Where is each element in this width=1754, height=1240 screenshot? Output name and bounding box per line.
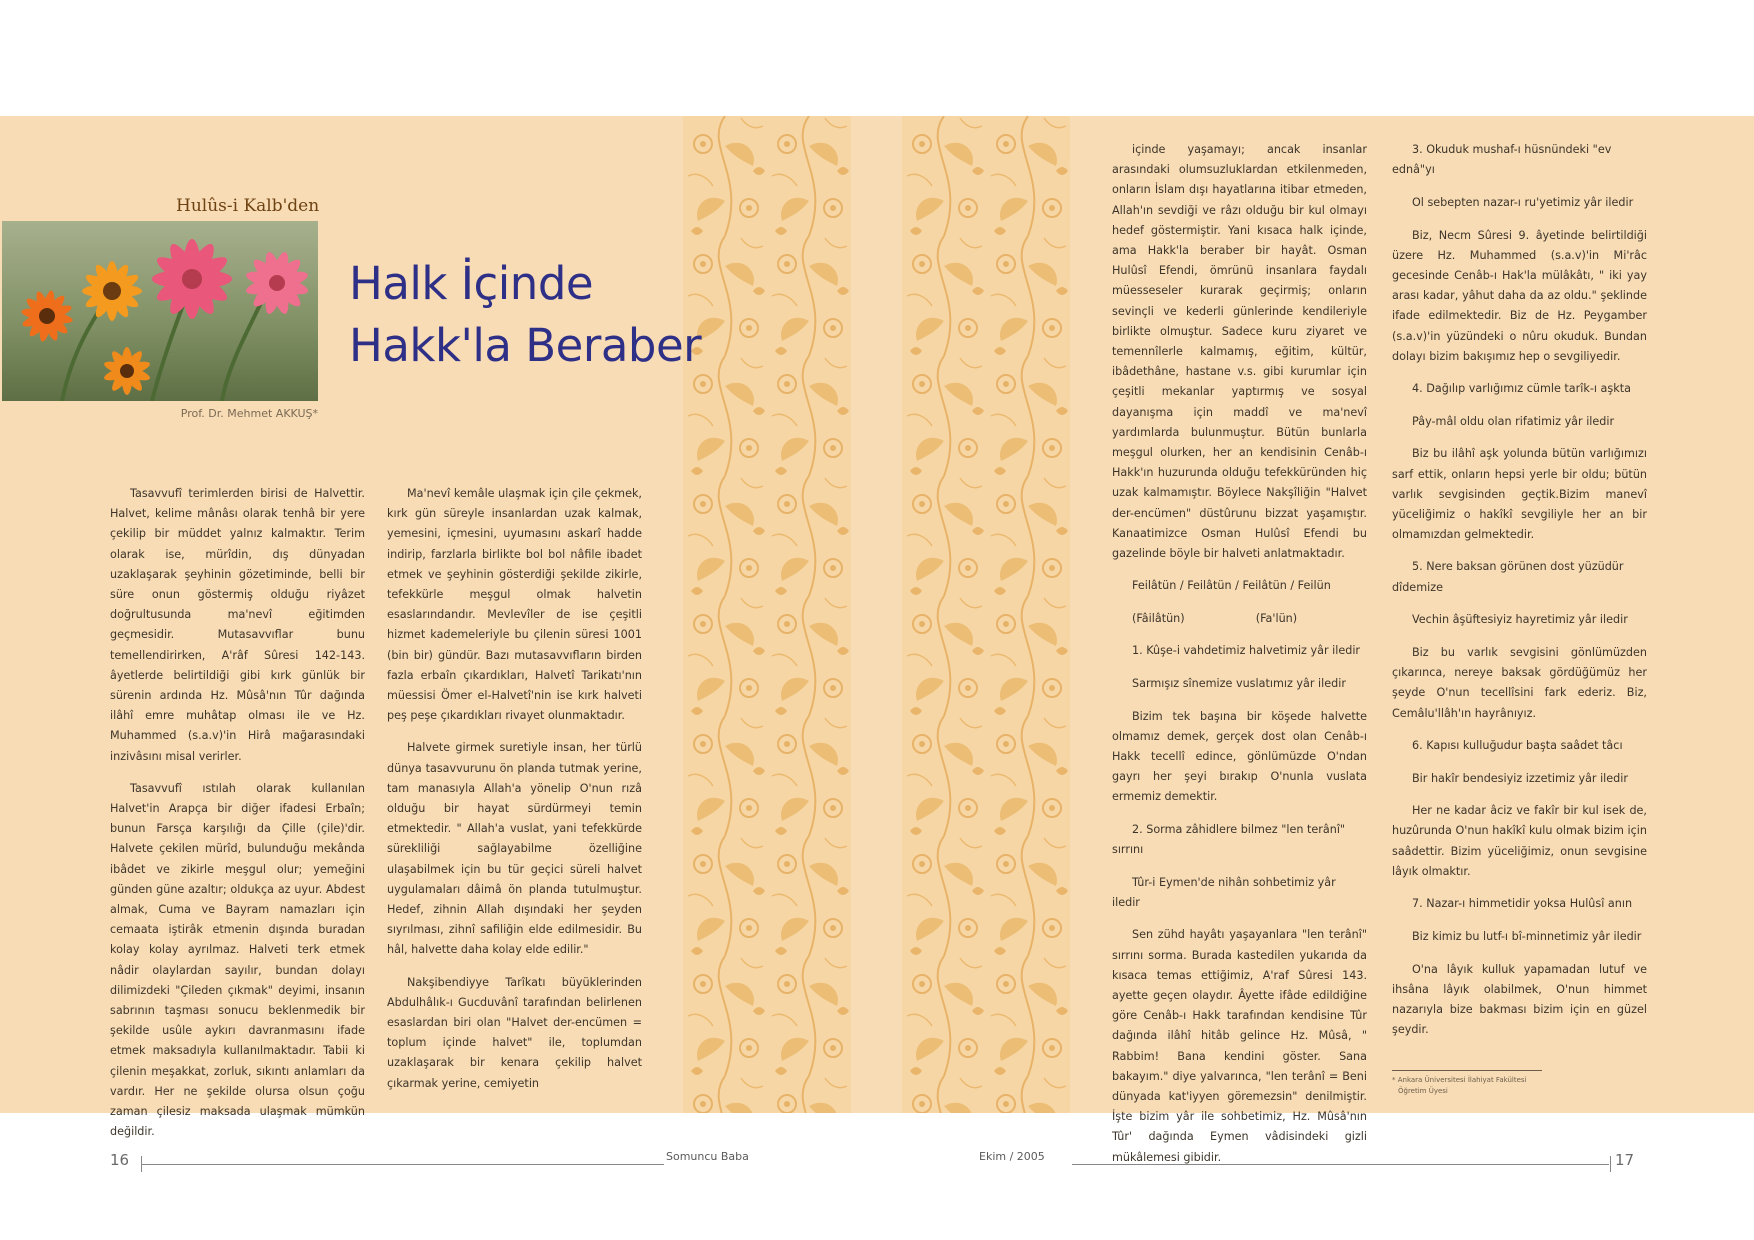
paragraph: Ma'nevî kemâle ulaşmak için çile çekmek, kırk gün süreyle insanlardan uzak kalmak, yemesini, içmesini, uyumasını askarî hadde indirip, farzlarla birlikte bol bol nâfile ibadet etmek ve şeyhinin gösterdiği şekilde zikirle, tefekkürle meşgul olmak halvetin esaslarındandır. Mevlevîler de ise çeşitli hizmet kademeleriyle bu çilenin süresi 1001 (bin bir) gündür. Bazı mutasavvıfların birden fazla erbaîn çıkardıkları, Halvetî Tarikatı'nın müessisi Ömer el-Halvetî'nin ise kırk halveti peş peşe çıkardıkları rivayet olunmaktadır.: [387, 487, 642, 723]
verse-line: Sarmışız sînemize vuslatımız yâr iledir: [1132, 676, 1346, 690]
footer-tick-right: [1610, 1156, 1611, 1172]
verse-line: 7. Nazar-ı himmetidir yoksa Hulûsî anın: [1412, 897, 1633, 911]
paragraph: Bizim tek başına bir köşede halvette olmamız demek, gerçek dost olan Cenâb-ı Hakk tecellî edince, gönlümüzde O'ndan gayrı her şeyi bırakıp O'nunla vuslata ermemiz demektir.: [1112, 709, 1367, 804]
verse-line: Biz kimiz bu lutf-ı bî-minnetimiz yâr iledir: [1412, 929, 1642, 943]
paragraph: Nakşibendiyye Tarîkatı büyüklerinden Abdulhâlık-ı Gucduvânî tarafından belirlenen esaslardan biri olan "Halvet der-encümen = toplum içinde halvet" ile, toplumdan uzaklaşarak bir kenara çekilip halvet çıkarmak yerine, cemiyetin: [387, 975, 642, 1090]
floral-ornament-left: [683, 116, 851, 1113]
verse-line: Tûr-i Eymen'de nihân sohbetimiz yâr iledir: [1112, 875, 1336, 909]
ornament-panel-left: [683, 116, 851, 1113]
article-title: [349, 253, 701, 377]
verse-line: Pây-mâl oldu olan rifatimiz yâr iledir: [1412, 414, 1615, 428]
title-line-2: Hakk'la Beraber: [349, 319, 702, 372]
verse-line: 1. Kûşe-i vahdetimiz halvetimiz yâr iledir: [1132, 644, 1361, 658]
meter-line: (Fâilâtün) (Fa'lün): [1132, 611, 1298, 625]
flower-photo: [2, 221, 318, 401]
paragraph: Biz bu ilâhî aşk yolunda bütün varlığımızı sarf ettik, onların hepsi yerle bir oldu; bütün varlık sevgisinden geçtik.Bizim manevî yüceliğimiz o hakîkî sevgiliyle her an bir olmamızdan gelmektedir.: [1392, 447, 1647, 542]
section-title: Hulûs-i Kalb'den: [176, 196, 320, 216]
verse-line: 4. Dağılıp varlığımız cümle tarîk-ı aşkta: [1412, 382, 1631, 396]
verse-line: 6. Kapısı kulluğudur başta saâdet tâcı: [1412, 738, 1623, 752]
verse-line: 3. Okuduk mushaf-ı hüsnündeki "ev ednâ"yı: [1392, 143, 1612, 177]
paragraph: Sen zühd hayâtı yaşayanlara "len terânî" sırrını sorma. Burada kastedilen yukarıda da kısaca temas ettiğimiz, A'raf Sûresi 143. ayette geçen olaydır. Âyette ifâde edildiğine göre Cenâb-ı Hakk tarafından kendisine Tûr dağında ilâhî hitâb gelince Hz. Mûsâ, " Rabbim! Bana kendini göster. Sana bakayım." diye yalvarınca, "len terânî = Beni dünyada kat'iyyen göremezsin" denilmiştir. İşte bizim yâr ile sohbetimiz, Hz. Mûsâ'nın Tûr' dağında Eymen vâdisindeki gizli mükâlemesi gibidir.: [1112, 928, 1367, 1164]
paragraph: Biz, Necm Sûresi 9. âyetinde belirtildiği üzere Hz. Muhammed (s.a.v)'in Mi'râc gecesinde Cenâb-ı Hak'la mülâkâtı, " iki yay arası kadar, yâhut daha da az oldu." şeklinde ifade edilmektedir. Biz de Hz. Peygamber (s.a.v)'in yüzündeki o nûru okuduk. Bundan dolayı bizim bakışımız hep o sevgiliyedir.: [1392, 228, 1647, 363]
magazine-name: Somuncu Baba: [666, 1150, 749, 1163]
page-number-right: 17: [1615, 1151, 1635, 1169]
footer-rule-right: [1072, 1164, 1609, 1165]
paragraph: Tasavvufî ıstılah olarak kullanılan Halvet'in Arapça bir diğer ifadesi Erbaîn; bunun Farsça karşılığı da Çille (çile)'dir. Halvete çekilen mürîd, bulunduğu mekânda ibâdet ve zikirle meşgul olur; yemeğini günden güne azaltır; oldukça az uyur. Abdest almak, Cuma ve Bayram namazları için cemaata iştirâk etmenin dışında buradan kolay kolay ayrılmaz. Halveti terk etmek nâdir olaylardan sayılır, bundan dolayı dilimizdeki "Çileden çıkmak" deyimi, insanın sabrının taşması sonucu beklenmedik bir şekilde usûle aykırı davranmasını ifade etmek maksadıyla kullanılmaktadır. Tabii ki çilenin meşakkat, zorluk, sıkıntı anlamları da vardır. Her ne şekilde olursa olsun çoğu zaman çilesiz maksada ulaşmak mümkün değildir.: [110, 781, 365, 1139]
verse-line: Vechin âşüftesiyiz hayretimiz yâr iledir: [1412, 613, 1628, 627]
column-1: [110, 484, 365, 1155]
floral-ornament-right: [902, 116, 1070, 1113]
verse-line: 2. Sorma zâhidlere bilmez "len terânî" sırrını: [1112, 822, 1346, 856]
page-number-left: 16: [110, 1151, 130, 1169]
verse-line: Ol sebepten nazar-ı ru'yetimiz yâr iledir: [1412, 195, 1634, 209]
paragraph: Halvete girmek suretiyle insan, her türlü dünya tasavvurunu ön planda tutmak yerine, tam manasıyla Allah'a yönelip O'nun rızâ olduğu bir hayat sürdürmeyi temin etmektedir. " Allah'a vuslat, yani tefekkürde sürekliliği sağlayabilme özelliğine ulaşabilmek için bu tür geçici süreli halvet uygulamaları dâimâ ön planda tutulmuştur. Hedef, zihnin Allah dışındaki her şeyden sıyrılması, zihnî safiliğin elde edilmesidir. Bu hâl, halvette daha kolay elde edilir.": [387, 741, 642, 957]
footnote-line-1: * Ankara Üniversitesi İlahiyat Fakültesi: [1392, 1076, 1527, 1084]
footnote: [1392, 1075, 1542, 1097]
column-3: [1112, 140, 1367, 1180]
ornament-panel-right: [902, 116, 1070, 1113]
footer-rule-left: [142, 1164, 664, 1165]
meter-line: Feilâtün / Feilâtün / Feilâtün / Feilün: [1132, 579, 1331, 593]
paragraph: Her ne kadar âciz ve fakîr bir kul isek de, huzûrunda O'nun hakîkî kulu olmak bizim için saâdettir. Bizim yüceliğimiz, onun sevgisine lâyık olmaktır.: [1392, 804, 1647, 878]
title-line-1: Halk İçinde: [349, 257, 594, 310]
column-4: [1392, 140, 1647, 1052]
verse-line: Bir hakîr bendesiyiz izzetimiz yâr iledir: [1412, 771, 1628, 785]
footnote-line-2: Öğretim Üyesi: [1398, 1087, 1448, 1095]
paragraph: içinde yaşamayı; ancak insanlar arasındaki olumsuzluklardan etkilenmeden, onların İslam dışı hayatlarına itibar etmeden, Allah'ın sevdiği ve râzı olduğu bir kul olmayı hedef göstermiştir. Yani kısaca halk içinde, ama Hakk'la beraber bir hayât. Osman Hulûsî Efendi, ömrünü insanlara faydalı müesseseler kurarak geçirmiş; onların sevinçli ve kederli günlerinde kendileriyle birlikte olmuştur. Sadece kuru ziyaret ve temennîlerle kalmamış, eğitim, kültür, ibâdethâne, hastane v.s. gibi kurumlar için çeşitli mekanlar yaptırmış ve sosyal dayanışma için maddî ve ma'nevî yardımlarda bulunmuştur. Bütün bunlarla meşgul olurken, her an kendisinin Cenâb-ı Hakk'ın huzurunda olduğu tefekküründen hiç uzak kalmamıştır. Böylece Nakşîliğin "Halvet der-encümen" düstûrunu bizzat yaşamıştır. Kanaatimizce Osman Hulûsî Efendi bu gazelinde böyle bir halveti anlatmaktadır.: [1112, 143, 1367, 561]
column-2: [387, 484, 642, 1106]
paragraph: Tasavvufî terimlerden birisi de Halvettir. Halvet, kelime mânâsı olarak tenhâ bir yere çekilip bir müddet yalnız kalmaktır. Terim olarak ise, mürîdin, dış dünyadan uzaklaşarak şeyhinin gözetiminde, belli bir süre onun göstermiş olduğu riyâzet doğrultusunda ma'nevî eğitimden geçmesidir. Mutasavvıflar bunu temellendirirken, A'râf Sûresi 142-143. âyetlerde belirtildiği gibi kırk günlük bir sürenin ardında Hz. Mûsâ'nın Tûr dağında ilâhî emre muhâtap olması ile ve Hz. Muhammed (s.a.v)'in Hirâ mağarasındaki inzivâsını misal verirler.: [110, 487, 365, 763]
paragraph: Biz bu varlık sevgisini gönlümüzden çıkarınca, nereye baksak gördüğümüz her şeyde O'nun tecellîsini fark ederiz. Biz, Cemâlu'llâh'ın hayrânıyız.: [1392, 646, 1647, 720]
issue-date: Ekim / 2005: [979, 1150, 1045, 1163]
footnote-rule: [1392, 1070, 1542, 1071]
paragraph: O'na lâyık kulluk yapamadan lutuf ve ihsâna lâyık olabilmek, O'nun himmet nazarıyla bize bakması bizim için en güzel şeydir.: [1392, 962, 1647, 1037]
author-name: Prof. Dr. Mehmet AKKUŞ*: [180, 407, 318, 420]
verse-line: 5. Nere baksan görünen dost yüzüdür dîdemize: [1392, 560, 1624, 594]
